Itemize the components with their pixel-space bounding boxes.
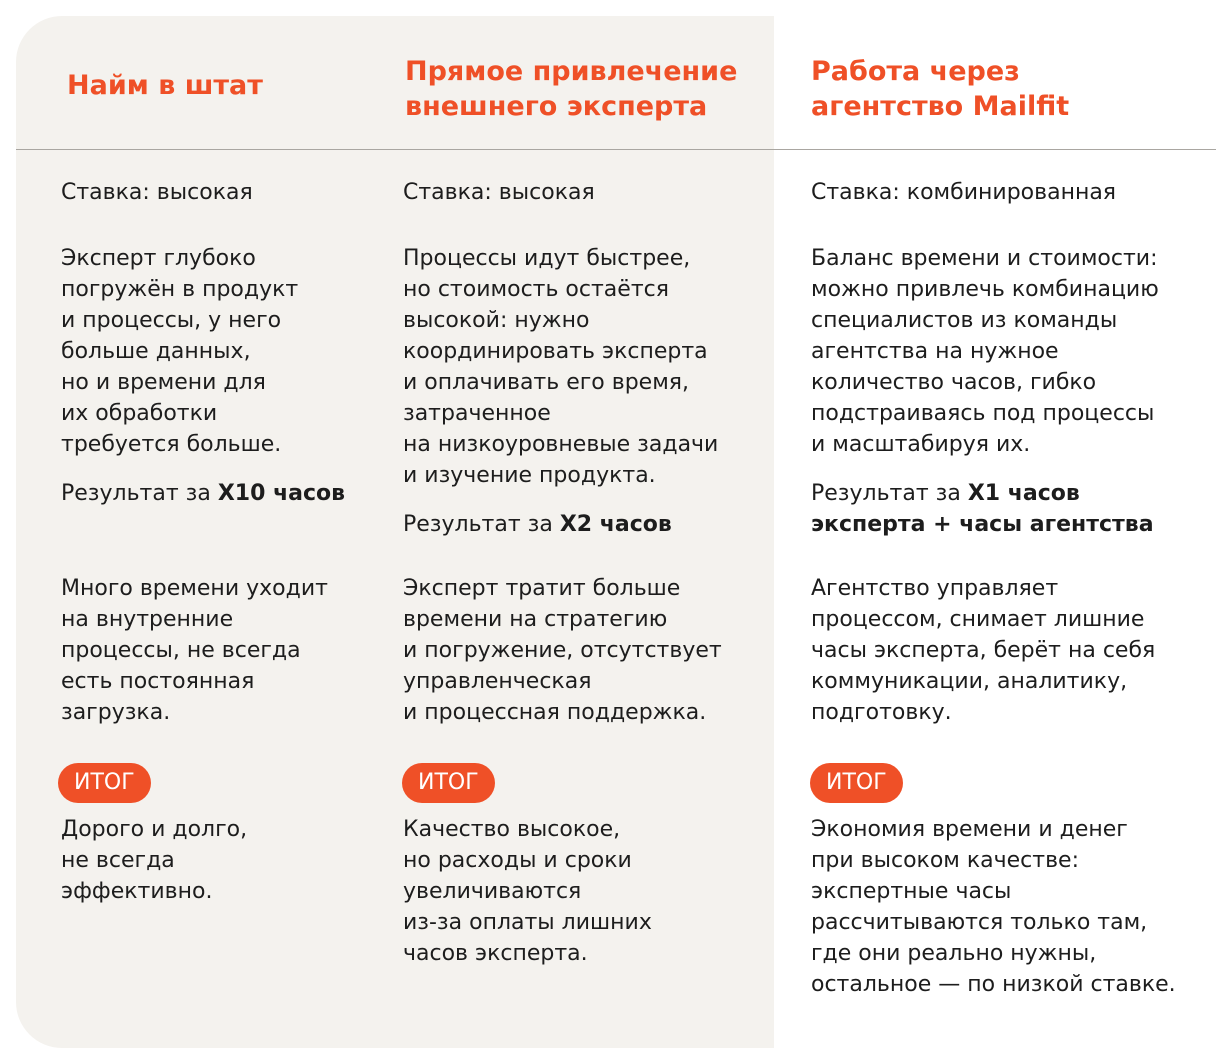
column-1-result-value: Х10 часов (217, 481, 346, 506)
column-3-detail: Агентство управляет процессом, снимает лишние часы эксперта, берёт на себя коммуникации, аналитику, подготовку. (811, 576, 1156, 725)
column-2-result-value: Х2 часов (559, 512, 672, 537)
column-3-title: Работа через агентство Mailfit (811, 56, 1070, 122)
column-3-description: Баланс времени и стоимости: можно привлечь комбинацию специалистов из команды агентства на нужное количество часов, гибко подстраиваясь под процессы и масштабируя их. (811, 246, 1159, 457)
column-3-summary-badge: ИТОГ (810, 763, 903, 803)
column-3-rate: Ставка: комбинированная (811, 180, 1117, 205)
column-3-summary: Экономия времени и денег при высоком качестве: экспертные часы рассчитываются только там, где они реально нужны, остальное — по низкой ставке. (811, 817, 1176, 997)
column-1-title: Найм в штат (67, 70, 263, 101)
column-3-result-prefix: Результат за (811, 481, 968, 506)
column-2-summary: Качество высокое, но расходы и сроки увеличиваются из-за оплаты лишних часов эксперта. (403, 817, 652, 966)
column-1-description: Эксперт глубоко погружён в продукт и процессы, у него больше данных, но и времени для их обработки требуется больше. (61, 246, 299, 457)
column-2-detail: Эксперт тратит больше времени на стратегию и погружение, отсутствует управленческая и процессная поддержка. (403, 576, 722, 725)
column-1-rate: Ставка: высокая (61, 180, 253, 205)
column-2-rate: Ставка: высокая (403, 180, 595, 205)
column-1-result (61, 478, 345, 509)
column-2-result (403, 509, 672, 540)
column-3-result (811, 478, 1154, 540)
column-3-result-value: Х1 часов (967, 481, 1080, 506)
column-1-summary: Дорого и долго, не всегда эффективно. (61, 817, 248, 904)
column-1-result-prefix: Результат за (61, 481, 218, 506)
column-2-result-prefix: Результат за (403, 512, 560, 537)
column-2-summary-badge: ИТОГ (402, 763, 495, 803)
column-2-description: Процессы идут быстрее, но стоимость остаётся высокой: нужно координировать эксперта и оплачивать его время, затраченное на низкоуровневые задачи и изучение продукта. (403, 246, 719, 488)
column-2-title: Прямое привлечение внешнего эксперта (405, 56, 738, 122)
column-1-detail: Много времени уходит на внутренние процессы, не всегда есть постоянная загрузка. (61, 576, 328, 725)
column-1-summary-badge: ИТОГ (58, 763, 151, 803)
header-divider (16, 149, 1216, 150)
column-3-result-value-2: эксперта + часы агентства (811, 512, 1154, 537)
